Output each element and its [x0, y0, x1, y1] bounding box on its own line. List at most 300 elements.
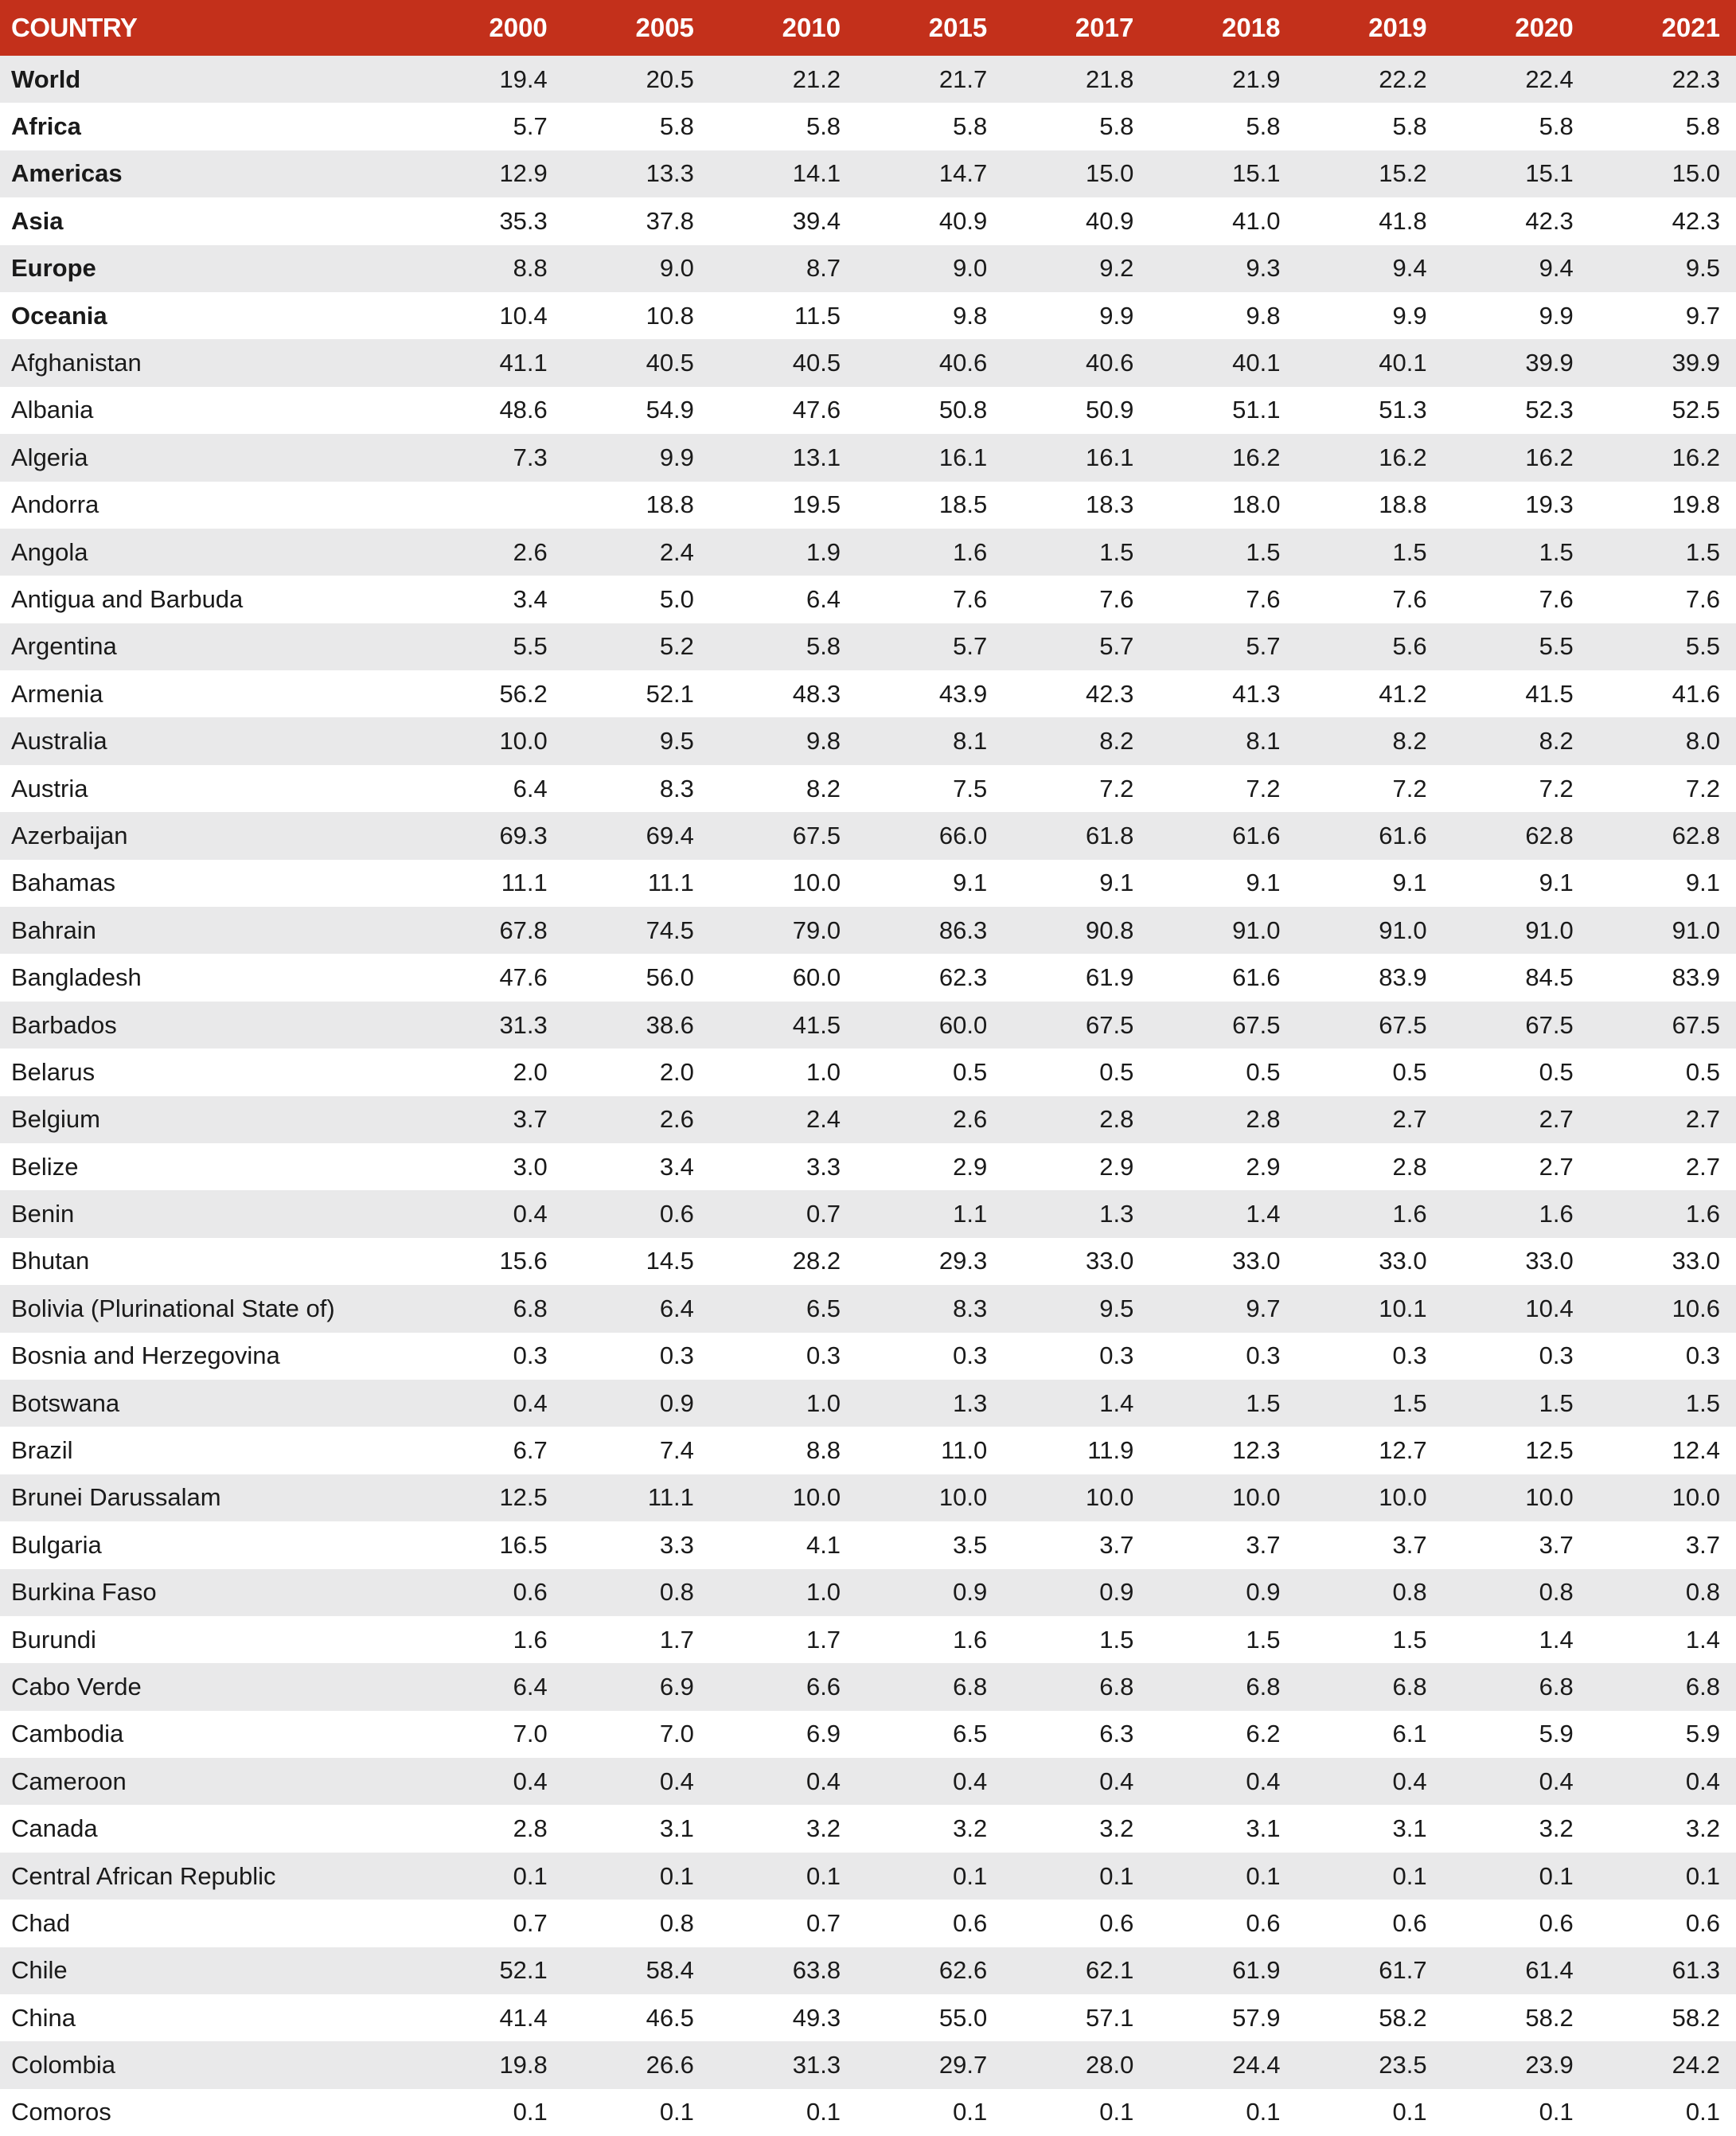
value-cell: 13.3: [646, 159, 694, 188]
value-cell: 91.0: [1672, 916, 1720, 944]
value-cell: 0.6: [1539, 1908, 1574, 1937]
value-cell: 7.2: [1685, 774, 1720, 802]
value-cell: 11.1: [647, 869, 694, 897]
value-cell: 6.5: [953, 1720, 988, 1748]
value-cell: 66.0: [938, 821, 988, 849]
value-cell: 1.9: [806, 537, 841, 566]
value-cell: 5.0: [659, 584, 694, 613]
region-row: [0, 292, 1736, 339]
value-cell: 0.1: [659, 2098, 694, 2126]
value-cell: 0.5: [1539, 1057, 1574, 1086]
value-cell: 3.7: [1685, 1530, 1720, 1559]
value-cell: 5.7: [1246, 632, 1281, 661]
value-cell: 5.5: [1539, 632, 1574, 661]
value-cell: 10.0: [1232, 1483, 1281, 1512]
column-header-year: 2018: [1222, 13, 1281, 42]
value-cell: 54.9: [646, 396, 694, 424]
value-cell: 0.1: [1246, 2098, 1281, 2126]
value-cell: 0.6: [513, 1578, 548, 1607]
country-name: Belgium: [11, 1105, 100, 1134]
value-cell: 1.7: [659, 1625, 694, 1654]
value-cell: 1.5: [1392, 1625, 1427, 1654]
value-cell: 41.3: [1232, 679, 1281, 708]
value-cell: 69.4: [646, 821, 694, 849]
value-cell: 10.0: [792, 1483, 841, 1512]
value-cell: 5.8: [1099, 112, 1134, 141]
value-cell: 58.2: [1525, 2003, 1574, 2032]
table-row: [0, 1474, 1736, 1521]
column-header-year: 2010: [782, 13, 841, 42]
value-cell: 5.8: [806, 632, 841, 661]
value-cell: 0.7: [513, 1908, 548, 1937]
value-cell: 3.1: [1246, 1814, 1281, 1843]
value-cell: 14.7: [938, 159, 988, 188]
country-name: Albania: [11, 396, 94, 424]
value-cell: 9.1: [1392, 869, 1427, 897]
country-name: Asia: [11, 206, 64, 235]
table-row: [0, 1380, 1736, 1427]
value-cell: 33.0: [1525, 1247, 1574, 1275]
value-cell: 62.1: [1086, 1956, 1134, 1985]
value-cell: 41.5: [792, 1010, 841, 1039]
value-cell: 9.4: [1392, 254, 1427, 283]
country-name: Brazil: [11, 1436, 73, 1465]
country-name: Burkina Faso: [11, 1578, 157, 1607]
value-cell: 19.3: [1525, 490, 1574, 519]
value-cell: 29.3: [938, 1247, 988, 1275]
value-cell: 16.1: [938, 443, 988, 471]
value-cell: 0.6: [953, 1908, 988, 1937]
table-row: [0, 1096, 1736, 1143]
country-name: Central African Republic: [11, 1861, 276, 1890]
value-cell: 37.8: [646, 206, 694, 235]
value-cell: 6.9: [659, 1672, 694, 1701]
table-row: [0, 1569, 1736, 1616]
value-cell: 23.5: [1379, 2051, 1427, 2079]
value-cell: 10.0: [1525, 1483, 1574, 1512]
value-cell: 0.9: [659, 1388, 694, 1417]
value-cell: 9.4: [1539, 254, 1574, 283]
country-name: Benin: [11, 1200, 75, 1228]
region-row: [0, 150, 1736, 197]
country-name: Bahrain: [11, 916, 96, 944]
value-cell: 79.0: [792, 916, 841, 944]
value-cell: 6.4: [513, 774, 548, 802]
value-cell: 0.1: [953, 1861, 988, 1890]
value-cell: 0.1: [953, 2098, 988, 2126]
country-name: Burundi: [11, 1625, 96, 1654]
value-cell: 21.7: [938, 64, 988, 93]
table-row: [0, 1285, 1736, 1332]
value-cell: 2.4: [659, 537, 694, 566]
value-cell: 1.5: [1246, 537, 1281, 566]
value-cell: 6.8: [953, 1672, 988, 1701]
value-cell: 7.6: [1246, 584, 1281, 613]
value-cell: 63.8: [792, 1956, 841, 1985]
value-cell: 61.6: [1232, 963, 1281, 992]
value-cell: 33.0: [1672, 1247, 1720, 1275]
value-cell: 5.8: [953, 112, 988, 141]
value-cell: 3.4: [659, 1152, 694, 1181]
value-cell: 61.4: [1525, 1956, 1574, 1985]
value-cell: 7.6: [1539, 584, 1574, 613]
value-cell: 0.4: [806, 1767, 841, 1795]
value-cell: 0.4: [513, 1200, 548, 1228]
value-cell: 7.2: [1539, 774, 1574, 802]
value-cell: 11.1: [501, 869, 548, 897]
country-name: Austria: [11, 774, 88, 802]
value-cell: 40.6: [938, 349, 988, 377]
value-cell: 0.1: [806, 1861, 841, 1890]
value-cell: 12.3: [1232, 1436, 1281, 1465]
table-row: [0, 1333, 1736, 1380]
value-cell: 7.2: [1099, 774, 1134, 802]
table-row: [0, 812, 1736, 859]
value-cell: 42.3: [1672, 206, 1720, 235]
country-name: Antigua and Barbuda: [11, 584, 244, 613]
value-cell: 10.8: [646, 301, 694, 330]
value-cell: 6.5: [806, 1294, 841, 1322]
country-name: Bhutan: [11, 1247, 90, 1275]
value-cell: 7.5: [953, 774, 988, 802]
value-cell: 16.2: [1379, 443, 1427, 471]
value-cell: 6.8: [1392, 1672, 1427, 1701]
value-cell: 9.7: [1246, 1294, 1281, 1322]
value-cell: 0.4: [1539, 1767, 1574, 1795]
value-cell: 0.1: [1392, 2098, 1427, 2126]
value-cell: 19.8: [499, 2051, 548, 2079]
value-cell: 11.9: [1087, 1436, 1134, 1465]
value-cell: 8.3: [953, 1294, 988, 1322]
value-cell: 1.6: [1539, 1200, 1574, 1228]
value-cell: 18.5: [938, 490, 988, 519]
value-cell: 0.3: [513, 1341, 548, 1370]
value-cell: 0.1: [1392, 1861, 1427, 1890]
value-cell: 67.5: [1232, 1010, 1281, 1039]
value-cell: 0.1: [1539, 2098, 1574, 2126]
value-cell: 1.4: [1246, 1200, 1281, 1228]
value-cell: 61.6: [1232, 821, 1281, 849]
country-name: Andorra: [11, 490, 99, 519]
value-cell: 40.9: [1086, 206, 1134, 235]
table-row: [0, 482, 1736, 529]
value-cell: 0.6: [659, 1200, 694, 1228]
column-header-year: 2021: [1661, 13, 1720, 42]
column-header-country: COUNTRY: [11, 13, 138, 42]
table-row: [0, 529, 1736, 576]
value-cell: 8.1: [953, 727, 988, 756]
value-cell: 19.8: [1672, 490, 1720, 519]
table-header: [0, 0, 1736, 56]
value-cell: 9.3: [1246, 254, 1281, 283]
value-cell: 24.2: [1672, 2051, 1720, 2079]
value-cell: 2.9: [1099, 1152, 1134, 1181]
value-cell: 31.3: [499, 1010, 548, 1039]
country-name: Brunei Darussalam: [11, 1483, 221, 1512]
value-cell: 10.0: [1379, 1483, 1427, 1512]
table-row: [0, 1758, 1736, 1805]
value-cell: 1.5: [1246, 1625, 1281, 1654]
value-cell: 12.7: [1379, 1436, 1427, 1465]
value-cell: 15.6: [499, 1247, 548, 1275]
value-cell: 0.1: [1685, 1861, 1720, 1890]
table-row: [0, 1002, 1736, 1048]
value-cell: 91.0: [1232, 916, 1281, 944]
value-cell: 3.7: [1099, 1530, 1134, 1559]
column-header-year: 2015: [928, 13, 988, 42]
value-cell: 12.5: [1525, 1436, 1574, 1465]
table-row: [0, 670, 1736, 717]
value-cell: 9.9: [1392, 301, 1427, 330]
value-cell: 2.9: [953, 1152, 988, 1181]
value-cell: 57.1: [1086, 2003, 1134, 2032]
value-cell: 29.7: [938, 2051, 988, 2079]
value-cell: 3.2: [953, 1814, 988, 1843]
value-cell: 3.3: [659, 1530, 694, 1559]
value-cell: 43.9: [938, 679, 988, 708]
value-cell: 0.8: [659, 1578, 694, 1607]
country-name: Botswana: [11, 1388, 120, 1417]
value-cell: 1.4: [1685, 1625, 1720, 1654]
value-cell: 41.4: [499, 2003, 548, 2032]
value-cell: 40.1: [1232, 349, 1281, 377]
value-cell: 15.2: [1379, 159, 1427, 188]
value-cell: 0.8: [1392, 1578, 1427, 1607]
country-name: Belize: [11, 1152, 79, 1181]
value-cell: 1.4: [1539, 1625, 1574, 1654]
value-cell: 40.5: [646, 349, 694, 377]
value-cell: 12.4: [1672, 1436, 1720, 1465]
value-cell: 8.2: [1392, 727, 1427, 756]
value-cell: 0.8: [1685, 1578, 1720, 1607]
value-cell: 0.1: [1246, 1861, 1281, 1890]
value-cell: 12.5: [499, 1483, 548, 1512]
value-cell: 3.5: [953, 1530, 988, 1559]
value-cell: 3.7: [1539, 1530, 1574, 1559]
table-row: [0, 576, 1736, 623]
value-cell: 5.8: [1539, 112, 1574, 141]
value-cell: 1.5: [1539, 1388, 1574, 1417]
value-cell: 1.3: [1099, 1200, 1134, 1228]
value-cell: 14.1: [792, 159, 841, 188]
table-row: [0, 434, 1736, 481]
value-cell: 1.0: [806, 1578, 841, 1607]
value-cell: 9.1: [1246, 869, 1281, 897]
value-cell: 51.1: [1232, 396, 1281, 424]
header-row: [0, 0, 1736, 56]
country-name: World: [11, 64, 81, 93]
value-cell: 3.2: [1539, 1814, 1574, 1843]
value-cell: 0.5: [1246, 1057, 1281, 1086]
value-cell: 1.6: [1392, 1200, 1427, 1228]
value-cell: 15.1: [1525, 159, 1574, 188]
value-cell: 5.9: [1685, 1720, 1720, 1748]
value-cell: 0.3: [953, 1341, 988, 1370]
value-cell: 5.8: [1685, 112, 1720, 141]
region-row: [0, 197, 1736, 244]
value-cell: 10.0: [792, 869, 841, 897]
value-cell: 1.3: [953, 1388, 988, 1417]
table-row: [0, 1427, 1736, 1474]
value-cell: 2.8: [1392, 1152, 1427, 1181]
value-cell: 2.9: [1246, 1152, 1281, 1181]
country-name: Bangladesh: [11, 963, 142, 992]
country-name: Cabo Verde: [11, 1672, 142, 1701]
value-cell: 41.6: [1672, 679, 1720, 708]
value-cell: 0.8: [1539, 1578, 1574, 1607]
table-row: [0, 1853, 1736, 1900]
value-cell: 10.4: [499, 301, 548, 330]
value-cell: 2.4: [806, 1105, 841, 1134]
value-cell: 3.1: [659, 1814, 694, 1843]
value-cell: 41.1: [499, 349, 548, 377]
value-cell: 62.3: [938, 963, 988, 992]
country-name: Belarus: [11, 1057, 96, 1086]
country-name: Bulgaria: [11, 1530, 102, 1559]
value-cell: 50.9: [1086, 396, 1134, 424]
value-cell: 16.2: [1672, 443, 1720, 471]
value-cell: 9.1: [1099, 869, 1134, 897]
value-cell: 67.5: [1086, 1010, 1134, 1039]
value-cell: 40.1: [1379, 349, 1427, 377]
value-cell: 90.8: [1086, 916, 1134, 944]
value-cell: 7.6: [953, 584, 988, 613]
value-cell: 5.6: [1392, 632, 1427, 661]
value-cell: 5.8: [1246, 112, 1281, 141]
table-row: [0, 1947, 1736, 1994]
value-cell: 48.3: [792, 679, 841, 708]
value-cell: 10.4: [1525, 1294, 1574, 1322]
value-cell: 8.0: [1685, 727, 1720, 756]
value-cell: 2.7: [1685, 1105, 1720, 1134]
value-cell: 61.6: [1379, 821, 1427, 849]
column-header-year: 2020: [1515, 13, 1574, 42]
value-cell: 5.7: [953, 632, 988, 661]
value-cell: 0.3: [1685, 1341, 1720, 1370]
value-cell: 2.0: [513, 1057, 548, 1086]
country-name: Angola: [11, 537, 88, 566]
value-cell: 3.7: [513, 1105, 548, 1134]
value-cell: 0.5: [1099, 1057, 1134, 1086]
value-cell: 67.5: [1525, 1010, 1574, 1039]
value-cell: 0.1: [1685, 2098, 1720, 2126]
value-cell: 21.2: [792, 64, 841, 93]
value-cell: [417, 482, 564, 529]
value-cell: 6.2: [1246, 1720, 1281, 1748]
value-cell: 16.5: [499, 1530, 548, 1559]
value-cell: 9.8: [1246, 301, 1281, 330]
country-name: Azerbaijan: [11, 821, 128, 849]
table-row: [0, 2041, 1736, 2088]
column-header-year: 2019: [1368, 13, 1427, 42]
value-cell: 51.3: [1379, 396, 1427, 424]
value-cell: 2.7: [1392, 1105, 1427, 1134]
column-header-year: 2000: [489, 13, 548, 42]
value-cell: 4.1: [806, 1530, 841, 1559]
value-cell: 3.7: [1392, 1530, 1427, 1559]
value-cell: 58.4: [646, 1956, 694, 1985]
value-cell: 10.0: [1672, 1483, 1720, 1512]
table-row: [0, 765, 1736, 812]
value-cell: 6.4: [659, 1294, 694, 1322]
value-cell: 16.1: [1086, 443, 1134, 471]
value-cell: 83.9: [1672, 963, 1720, 992]
value-cell: 11.1: [647, 1483, 694, 1512]
value-cell: 0.1: [659, 1861, 694, 1890]
table-row: [0, 1048, 1736, 1095]
value-cell: 3.7: [1246, 1530, 1281, 1559]
value-cell: 6.6: [806, 1672, 841, 1701]
value-cell: 0.4: [1685, 1767, 1720, 1795]
value-cell: 5.8: [1392, 112, 1427, 141]
value-cell: 40.9: [938, 206, 988, 235]
value-cell: 10.0: [938, 1483, 988, 1512]
country-name: Bahamas: [11, 869, 115, 897]
value-cell: 5.5: [513, 632, 548, 661]
value-cell: 7.4: [659, 1436, 694, 1465]
table-row: [0, 1616, 1736, 1663]
value-cell: 0.1: [513, 2098, 548, 2126]
value-cell: 0.5: [953, 1057, 988, 1086]
value-cell: 9.0: [659, 254, 694, 283]
value-cell: 0.6: [1685, 1908, 1720, 1937]
value-cell: 5.7: [513, 112, 548, 141]
value-cell: 9.2: [1099, 254, 1134, 283]
table-row: [0, 339, 1736, 386]
value-cell: 1.0: [806, 1388, 841, 1417]
value-cell: 21.8: [1086, 64, 1134, 93]
value-cell: 38.6: [646, 1010, 694, 1039]
value-cell: 67.5: [1672, 1010, 1720, 1039]
value-cell: 10.6: [1672, 1294, 1720, 1322]
value-cell: 8.2: [1539, 727, 1574, 756]
value-cell: 6.3: [1099, 1720, 1134, 1748]
value-cell: 19.4: [499, 64, 548, 93]
value-cell: 0.6: [1392, 1908, 1427, 1937]
value-cell: 52.3: [1525, 396, 1574, 424]
value-cell: 57.9: [1232, 2003, 1281, 2032]
value-cell: 0.6: [1246, 1908, 1281, 1937]
value-cell: 13.1: [792, 443, 841, 471]
value-cell: 6.8: [1246, 1672, 1281, 1701]
value-cell: 1.5: [1685, 1388, 1720, 1417]
value-cell: 16.2: [1525, 443, 1574, 471]
value-cell: 1.5: [1392, 537, 1427, 566]
value-cell: 1.6: [513, 1625, 548, 1654]
value-cell: 0.3: [1539, 1341, 1574, 1370]
country-name: Cameroon: [11, 1767, 127, 1795]
value-cell: 35.3: [499, 206, 548, 235]
value-cell: 61.7: [1379, 1956, 1427, 1985]
value-cell: 41.8: [1379, 206, 1427, 235]
value-cell: 1.0: [806, 1057, 841, 1086]
table-row: [0, 1900, 1736, 1947]
value-cell: 1.6: [953, 1625, 988, 1654]
value-cell: 0.9: [953, 1578, 988, 1607]
value-cell: 8.2: [1099, 727, 1134, 756]
value-cell: 9.5: [659, 727, 694, 756]
value-cell: 8.7: [806, 254, 841, 283]
country-name: Chile: [11, 1956, 68, 1985]
value-cell: 52.1: [499, 1956, 548, 1985]
value-cell: 58.2: [1672, 2003, 1720, 2032]
value-cell: 9.8: [953, 301, 988, 330]
table-row: [0, 1190, 1736, 1237]
value-cell: 56.2: [499, 679, 548, 708]
value-cell: 41.0: [1232, 206, 1281, 235]
value-cell: 67.5: [792, 821, 841, 849]
value-cell: 39.4: [792, 206, 841, 235]
